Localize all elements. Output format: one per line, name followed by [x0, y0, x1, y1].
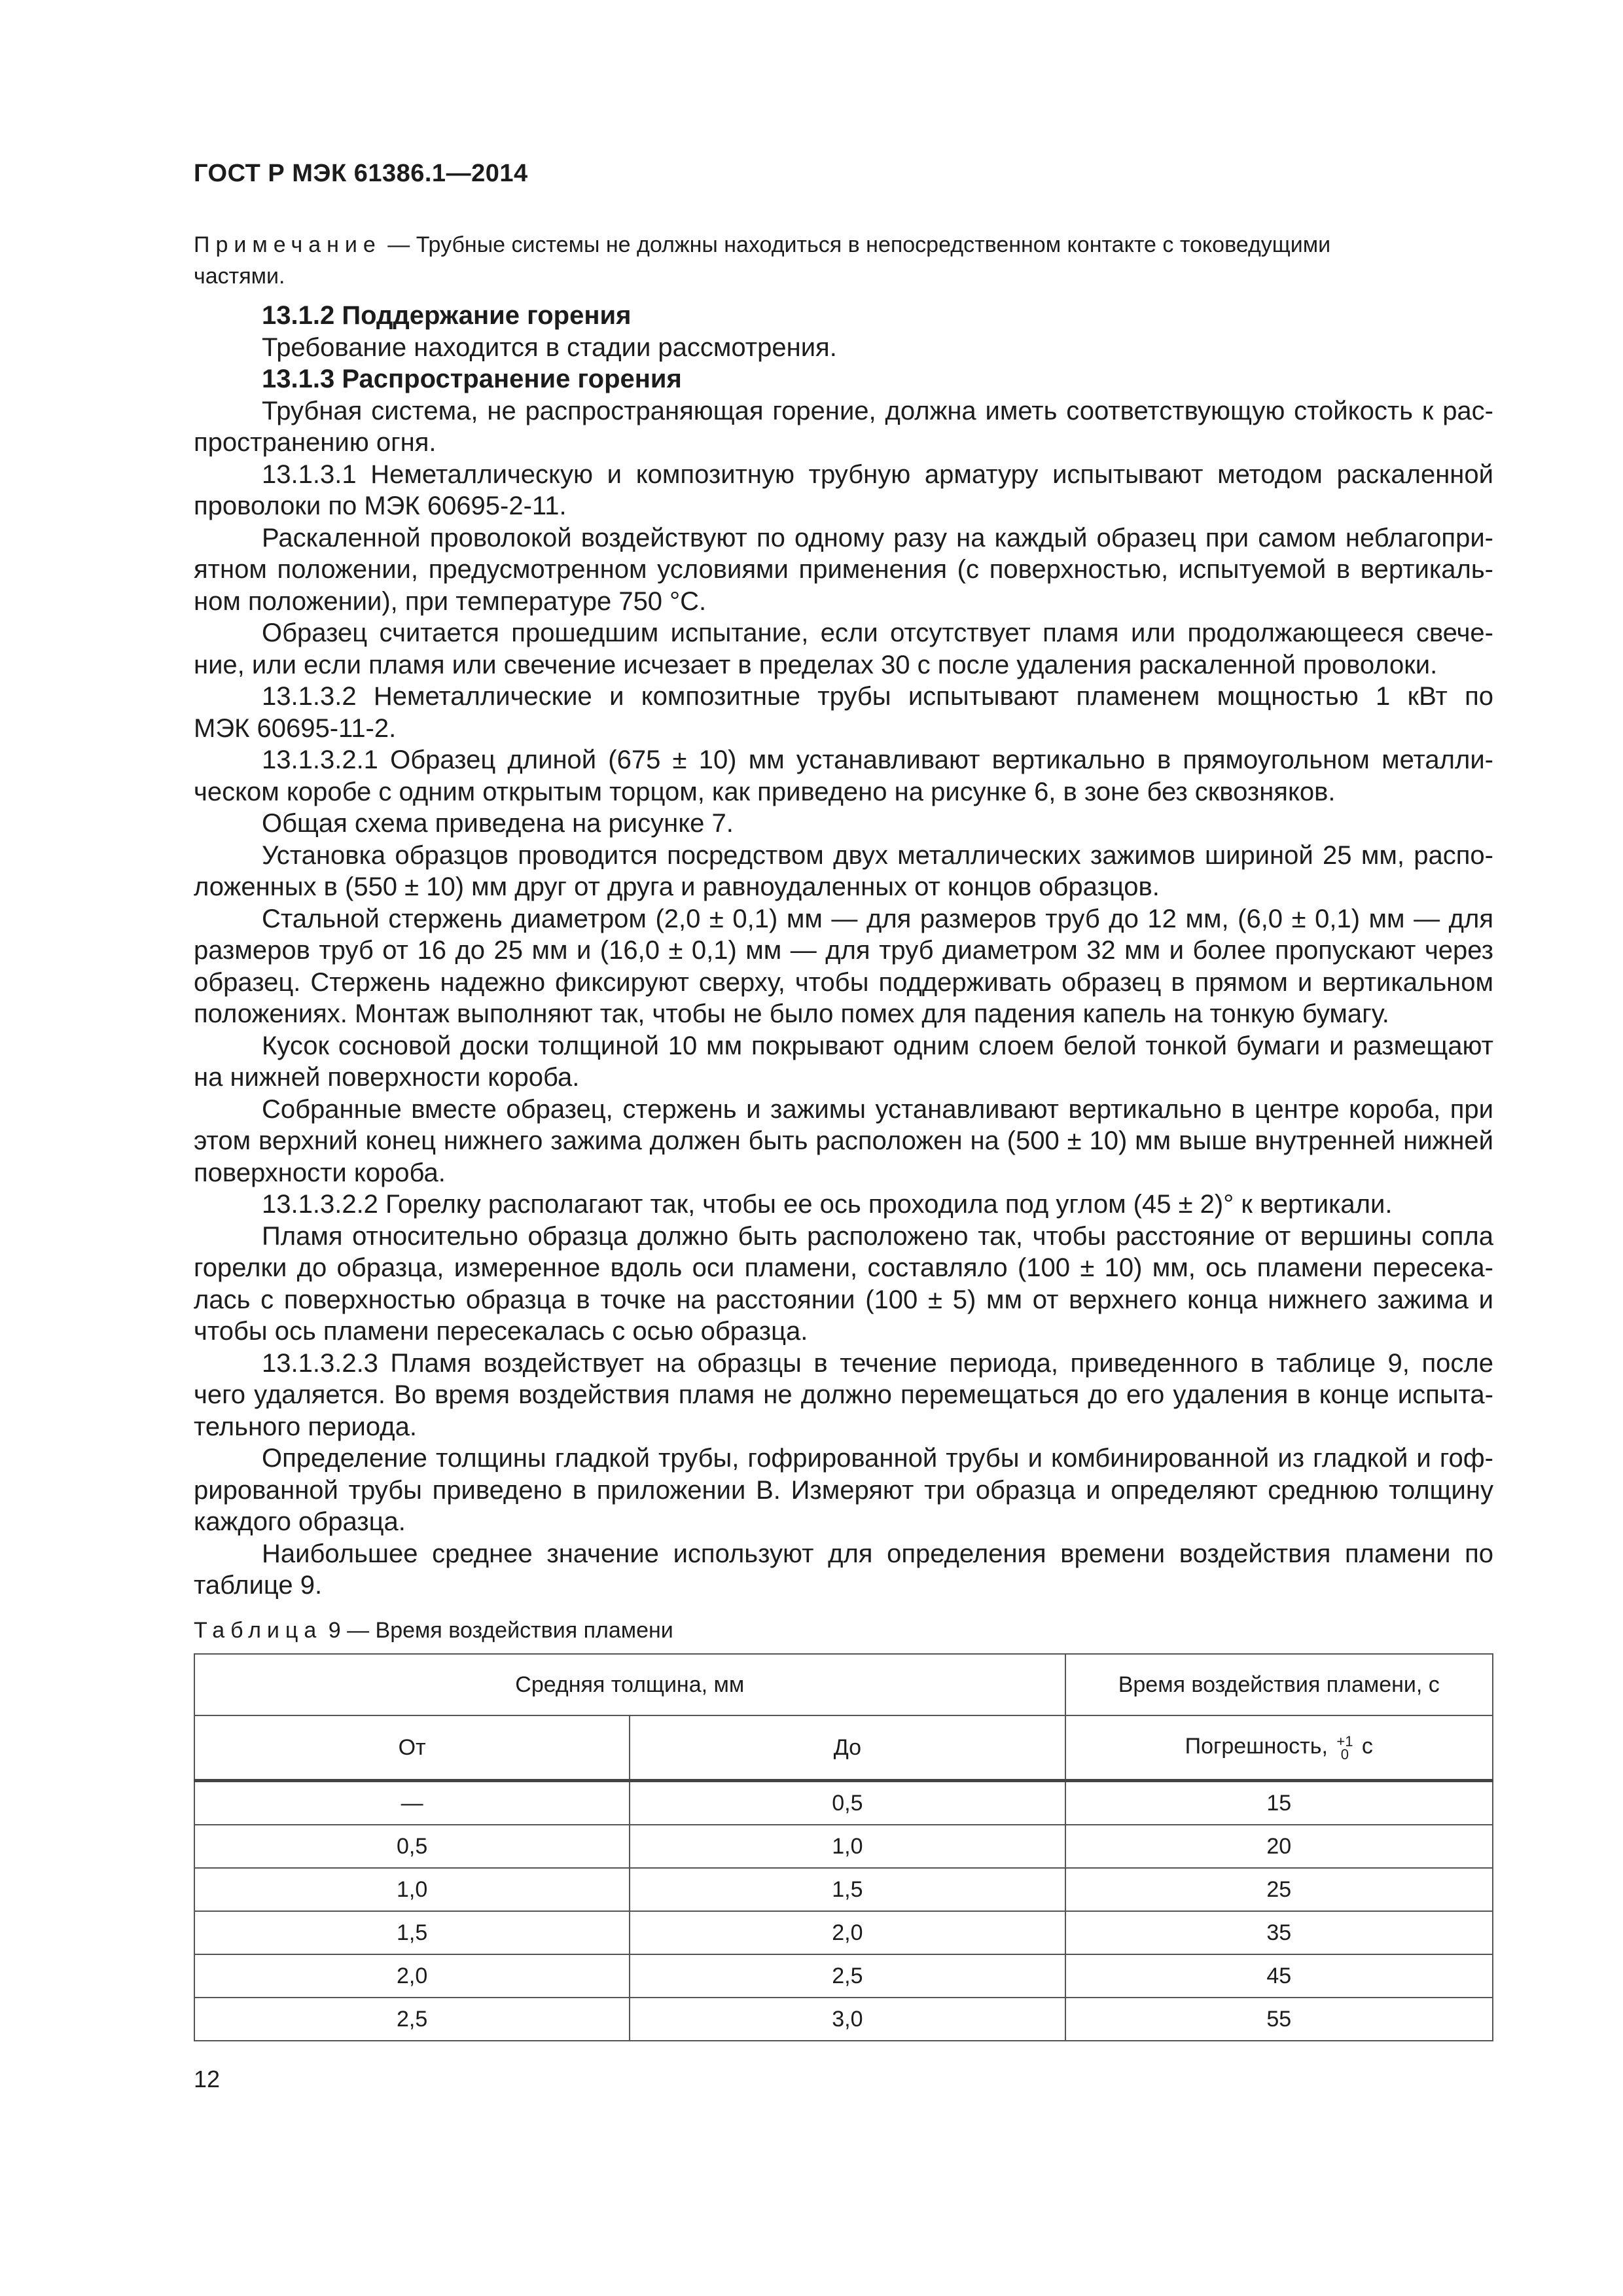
cell-time: 35 [1065, 1911, 1493, 1954]
cell-to: 1,5 [630, 1868, 1065, 1911]
body-line: 13.1.3.1 Неметаллическую и композитную трубную арматуру испытывают методом раскаленной [262, 459, 1493, 489]
body-line: Кусок сосновой доски толщиной 10 мм покрывают одним слоем белой тонкой бумаги и размещают [262, 1031, 1493, 1060]
body-line: 13.1.3.2 Неметаллические и композитные трубы испытывают пламенем мощностью 1 кВт по [262, 682, 1493, 711]
tolerance-minus: 0 [1340, 1746, 1349, 1763]
body-line: 13.1.3 Распространение горения [262, 365, 682, 393]
body-line: Собранные вместе образец, стержень и зажимы устанавливают вертикально в центре короба, при [262, 1094, 1493, 1124]
header-tolerance [1065, 1715, 1493, 1781]
note-text: — Трубные системы не должны находиться в непосредственном контакте с токоведущими [381, 232, 1331, 257]
header-average-thickness: Средняя толщина, мм [194, 1654, 1065, 1715]
flame-exposure-table [194, 1653, 1493, 2041]
body-line: ном положении), при температуре 750 °С. [194, 586, 707, 616]
body-line: лась с поверхностью образца в точке на расстоянии (100 ± 5) мм от верхнего конца нижнего зажима и [194, 1285, 1493, 1314]
body-line: Наибольшее среднее значение используют для определения времени воздействия пламени по [262, 1539, 1493, 1568]
note-paragraph [194, 229, 1493, 292]
cell-to: 1,0 [630, 1825, 1065, 1868]
body-line: Раскаленной проволокой воздействуют по одному разу на каждый образец при самом неблагопри- [262, 523, 1493, 552]
table-caption-title: 9 — Время воздействия пламени [322, 1618, 673, 1643]
body-line: 13.1.2 Поддержание горения [262, 301, 632, 330]
cell-time: 45 [1065, 1954, 1493, 1998]
table-body [194, 1781, 1493, 2041]
body-line: МЭК 60695-11-2. [194, 713, 397, 743]
table-row [194, 1781, 1493, 1825]
tolerance-label: Погрешность, [1185, 1734, 1328, 1759]
table-row [194, 1868, 1493, 1911]
table-row [194, 1825, 1493, 1868]
body-line: каждого образца. [194, 1507, 406, 1536]
body-line: ние, или если пламя или свечение исчезает в пределах 30 с после удаления раскаленной проволоки. [194, 650, 1438, 679]
body-line: тельного периода. [194, 1412, 417, 1441]
tolerance-unit: с [1361, 1734, 1373, 1759]
cell-from: 1,0 [194, 1868, 630, 1911]
cell-time: 55 [1065, 1998, 1493, 2041]
header-from: От [194, 1715, 630, 1781]
body-line: Требование находится в стадии рассмотрения. [262, 332, 837, 362]
body-line: 13.1.3.2.2 Горелку располагают так, чтобы ее ось проходила под углом (45 ± 2)° к вертикали. [262, 1190, 1393, 1219]
body-line: размеров труб от 16 до 25 мм и (16,0 ± 0,1) мм — для труб диаметром 32 мм и более пропускают через [194, 936, 1493, 965]
body-line: чего удаляется. Во время воздействия пламя не должно перемещаться до его удаления в конце испыта- [194, 1380, 1493, 1409]
standard-designation: ГОСТ Р МЭК 61386.1—2014 [194, 160, 528, 187]
body-line: пространению огня. [194, 428, 437, 457]
cell-to: 2,0 [630, 1911, 1065, 1954]
body-line: Трубная система, не распространяющая горение, должна иметь соответствующую стойкость к рас- [262, 396, 1493, 425]
table-caption-label: Таблица [194, 1618, 323, 1643]
cell-to: 0,5 [630, 1781, 1065, 1825]
body-line: этом верхний конец нижнего зажима должен быть расположен на (500 ± 10) мм выше внутренней нижней [194, 1126, 1493, 1155]
cell-to: 2,5 [630, 1954, 1065, 1998]
table-row [194, 1954, 1493, 1998]
body-line: ложенных в (550 ± 10) мм друг от друга и равноудаленных от концов образцов. [194, 872, 1160, 901]
body-line: Определение толщины гладкой трубы, гофрированной трубы и комбинированной из гладкой и гоф- [262, 1444, 1493, 1473]
body-line: чтобы ось пламени пересекалась с осью образца. [194, 1317, 808, 1346]
note-label: Примечание [194, 232, 382, 257]
cell-time: 25 [1065, 1868, 1493, 1911]
body-line: Образец считается прошедшим испытание, если отсутствует пламя или продолжающееся свече- [262, 619, 1493, 647]
body-line: Общая схема приведена на рисунке 7. [262, 809, 734, 838]
tolerance-plus: +1 [1336, 1732, 1353, 1749]
cell-from: 1,5 [194, 1911, 630, 1954]
body-line: Стальной стержень диаметром (2,0 ± 0,1) мм — для размеров труб до 12 мм, (6,0 ± 0,1) мм — для [262, 904, 1493, 933]
header-to: До [630, 1715, 1065, 1781]
cell-to: 3,0 [630, 1998, 1065, 2041]
cell-from: — [194, 1781, 630, 1825]
body-text [194, 300, 1493, 1602]
cell-from: 2,0 [194, 1954, 630, 1998]
body-line: положениях. Монтаж выполняют так, чтобы не было помех для падения капель на тонкую бумагу. [194, 999, 1389, 1028]
table-row [194, 1998, 1493, 2041]
table-caption [194, 1618, 673, 1643]
body-line: 13.1.3.2.3 Пламя воздействует на образцы в течение периода, приведенного в таблице 9, после [262, 1348, 1493, 1378]
page-number: 12 [194, 2066, 221, 2092]
body-line: на нижней поверхности короба. [194, 1063, 580, 1092]
table-row [194, 1911, 1493, 1954]
body-line: проволоки по МЭК 60695-2-11. [194, 492, 567, 520]
header-flame-time: Время воздействия пламени, с [1065, 1654, 1493, 1715]
body-line: образец. Стержень надежно фиксируют сверху, чтобы поддерживать образец в прямом и вертикальном [194, 967, 1493, 997]
cell-time: 15 [1065, 1781, 1493, 1825]
body-line: таблице 9. [194, 1571, 323, 1600]
cell-from: 2,5 [194, 1998, 630, 2041]
body-line: поверхности короба. [194, 1158, 446, 1187]
body-line: горелки до образца, измеренное вдоль оси пламени, составляло (100 ± 10) мм, ось пламени пересека- [194, 1253, 1493, 1282]
body-line: Пламя относительно образца должно быть расположено так, чтобы расстояние от вершины сопла [262, 1221, 1493, 1251]
body-line: рированной трубы приведено в приложении В. Измеряют три образца и определяют среднюю толщину [194, 1475, 1493, 1505]
body-line: ческом коробе с одним открытым торцом, как приведено на рисунке 6, в зоне без сквозняков. [194, 777, 1336, 806]
body-line: ятном положении, предусмотренном условиями применения (с поверхностью, испытуемой в вертикаль- [194, 555, 1493, 584]
note-text-continued: частями. [194, 264, 285, 289]
cell-time: 20 [1065, 1825, 1493, 1868]
cell-from: 0,5 [194, 1825, 630, 1868]
body-line: Установка образцов проводится посредством двух металлических зажимов шириной 25 мм, распо- [262, 840, 1493, 870]
tolerance-fraction [1336, 1732, 1353, 1763]
body-line: 13.1.3.2.1 Образец длиной (675 ± 10) мм устанавливают вертикально в прямоугольном металли- [262, 745, 1493, 774]
